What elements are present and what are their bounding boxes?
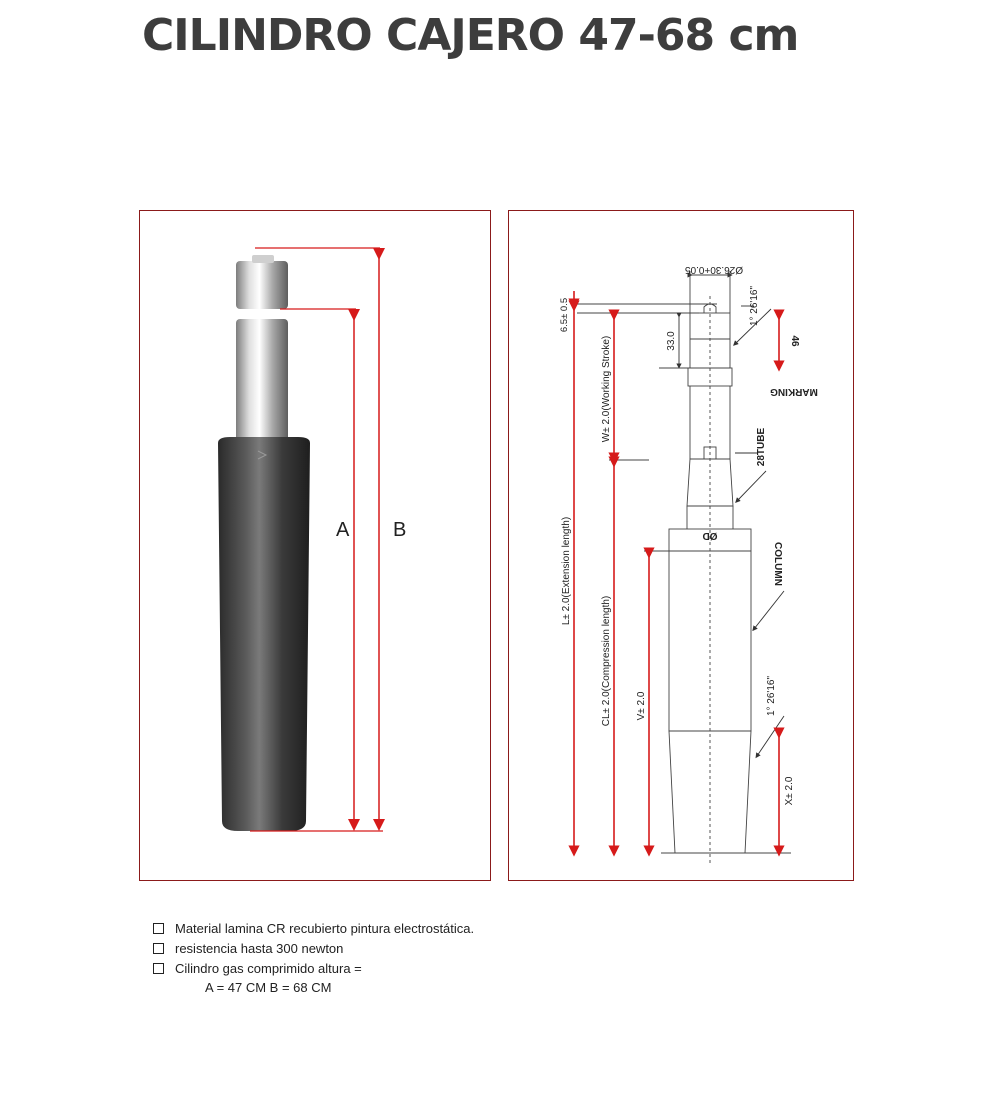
label-compression-length: CL± 2.0(Compression length) (601, 595, 612, 727)
dim-v: V± 2.0 (636, 691, 647, 721)
cylinder-body (218, 437, 310, 831)
technical-drawing-panel (508, 210, 854, 881)
checkbox-icon (153, 963, 164, 974)
label-marking: MARKING (770, 386, 818, 397)
dimensions-note: A = 47 CM B = 68 CM (205, 980, 332, 995)
chrome-tube (236, 319, 288, 444)
dim-angle-top: 1° 26'16" (749, 286, 760, 327)
label-a: A (336, 519, 350, 541)
piston-pin (236, 261, 288, 309)
label-extension-length: L± 2.0(Extension length) (561, 516, 572, 626)
list-item: resistencia hasta 300 newton (153, 938, 474, 958)
notes-list (153, 918, 474, 998)
label-28tube: 28TUBE (756, 427, 767, 467)
dim-x: X± 2.0 (784, 776, 795, 806)
dim-top-diameter: Ø26.30+0.05 (684, 264, 744, 275)
checkbox-icon (153, 923, 164, 934)
label-b: B (393, 519, 407, 541)
list-item: Cilindro gas comprimido altura = (153, 958, 474, 978)
list-item: Material lamina CR recubierto pintura electrostática. (153, 918, 474, 938)
label-od: ØD (702, 530, 718, 541)
checkbox-icon (153, 943, 164, 954)
dim-6-5: 6.5± 0.5 (559, 297, 570, 333)
dim-angle-bottom: 1° 26'16" (766, 675, 777, 717)
gas-cylinder-photo (140, 211, 492, 882)
dim-33: 33.0 (666, 331, 677, 351)
dim-46: 46 (789, 335, 800, 347)
product-photo-panel (139, 210, 491, 881)
dim-working-stroke: W± 2.0(Working Stroke) (601, 335, 612, 443)
technical-drawing (509, 211, 855, 882)
page-title: CILINDRO CAJERO 47-68 cm (142, 10, 799, 61)
label-column: COLUMN (772, 542, 783, 586)
